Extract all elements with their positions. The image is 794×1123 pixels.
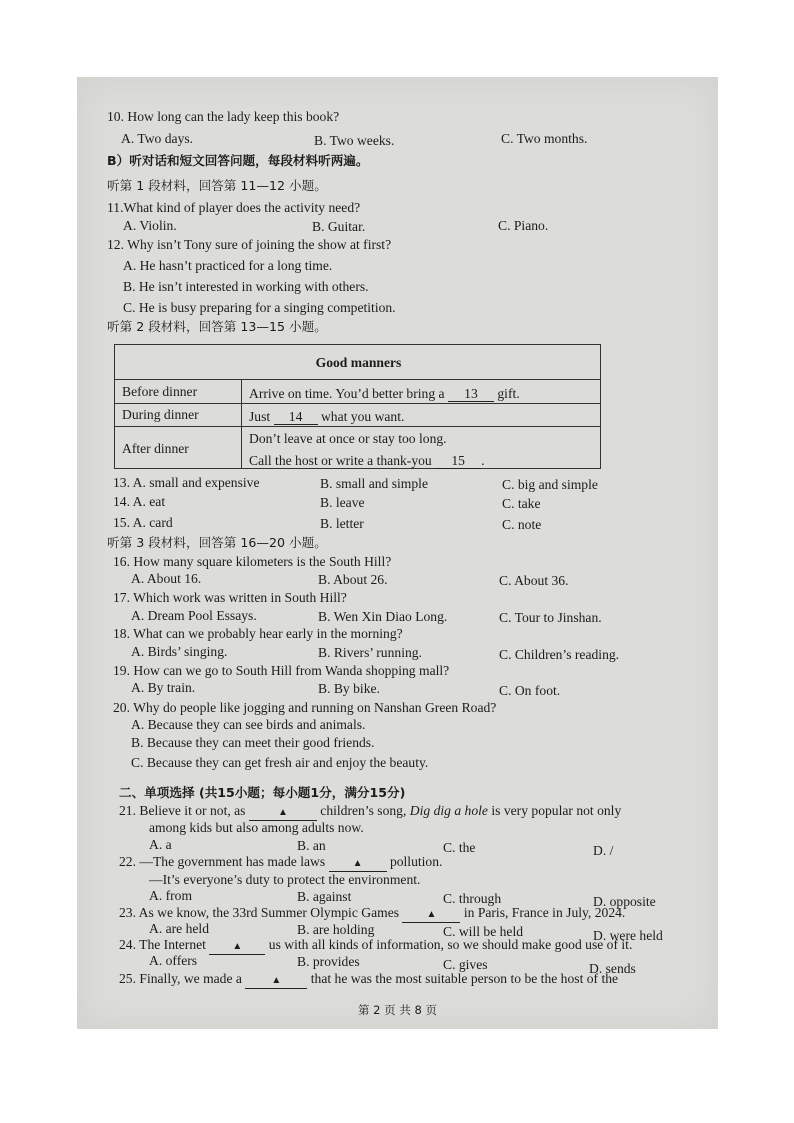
q21-option-b: B. an [297,838,326,853]
table-cell-after-dinner-line2: Call the host or write a thank-you 15 . [249,453,485,468]
q18-option-c: C. Children’s reading. [499,647,620,662]
exam-page [77,77,718,1029]
material-2-instruction: 听第 2 段材料，回答第 13—15 小题。 [107,319,327,334]
table-title: Good manners [315,355,402,370]
q22-option-b: B. against [297,889,352,904]
q15-option-a: 15. A. card [113,515,173,530]
table-label-during-dinner: During dinner [122,407,199,422]
q11-option-a: A. Violin. [123,218,177,233]
q18-option-b: B. Rivers’ running. [318,645,422,660]
good-manners-table [114,344,601,469]
q19-option-b: B. By bike. [318,681,380,696]
q20-stem: 20. Why do people like jogging and running on Nanshan Green Road? [113,700,497,715]
q24-option-c: C. gives [443,957,488,972]
q24-blank: ▲ [209,939,265,955]
q10-stem: 10. How long can the lady keep this book? [107,109,340,124]
q13-option-a: 13. A. small and expensive [113,475,260,490]
q15-option-c: C. note [502,517,542,532]
material-1-instruction: 听第 1 段材料，回答第 11—12 小题。 [107,178,327,193]
q16-option-a: A. About 16. [131,571,202,586]
q10-option-c: C. Two months. [501,131,588,146]
q10-option-b: B. Two weeks. [314,133,395,148]
material-3-instruction: 听第 3 段材料，回答第 16—20 小题。 [107,535,327,550]
q21-blank: ▲ [249,805,317,821]
table-cell-before-dinner: Arrive on time. You’d better bring a 13 gift. [249,386,520,401]
q13-option-b: B. small and simple [320,476,428,491]
q12-stem: 12. Why isn’t Tony sure of joining the show at first? [107,237,392,252]
q16-option-b: B. About 26. [318,572,388,587]
q24-option-a: A. offers [149,953,198,968]
table-cell-during-dinner: Just 14 what you want. [249,409,405,424]
q23-option-c: C. will be held [443,924,524,939]
q23-option-a: A. are held [149,921,210,936]
q18-stem: 18. What can we probably hear early in the morning? [113,626,403,641]
q24-option-d: D. sends [589,961,636,976]
q15-option-b: B. letter [320,516,364,531]
q17-option-b: B. Wen Xin Diao Long. [318,609,448,624]
section-b-heading: B）听对话和短文回答问题，每段材料听两遍。 [107,153,369,168]
q11-option-c: C. Piano. [498,218,549,233]
q24-option-b: B. provides [297,954,360,969]
table-label-after-dinner: After dinner [122,441,189,456]
q11-option-b: B. Guitar. [312,219,366,234]
q22-stem-line2: —It’s everyone’s duty to protect the environment. [149,872,421,887]
q22-option-d: D. opposite [593,894,656,909]
q16-stem: 16. How many square kilometers is the South Hill? [113,554,392,569]
q14-option-a: 14. A. eat [113,494,166,509]
q14-option-c: C. take [502,496,541,511]
q12-option-b: B. He isn’t interested in working with others. [123,279,369,294]
blank-14: 14 [274,409,318,425]
q19-option-a: A. By train. [131,680,196,695]
q11-stem: 11.What kind of player does the activity need? [107,200,361,215]
q12-option-a: A. He hasn’t practiced for a long time. [123,258,333,273]
q19-stem: 19. How can we go to South Hill from Wanda shopping mall? [113,663,450,678]
q24-stem: 24. The Internet ▲ us with all kinds of information, so we should make good use of it. [119,936,632,955]
q21-stem-line2: among kids but also among adults now. [149,820,364,835]
q23-stem: 23. As we know, the 33rd Summer Olympic Games ▲ in Paris, France in July, 2024. [119,904,625,923]
q17-stem: 17. Which work was written in South Hill? [113,590,347,605]
q21-option-d: D. / [593,843,614,858]
q21-option-a: A. a [149,837,172,852]
table-column-divider [241,379,242,468]
q20-option-b: B. Because they can meet their good friends. [131,735,375,750]
q12-option-c: C. He is busy preparing for a singing competition. [123,300,396,315]
q25-stem: 25. Finally, we made a ▲ that he was the most suitable person to be the host of the [119,970,618,989]
q16-option-c: C. About 36. [499,573,569,588]
q17-option-c: C. Tour to Jinshan. [499,610,602,625]
q20-option-a: A. Because they can see birds and animals. [131,717,366,732]
blank-15: 15 [435,453,481,469]
q23-blank: ▲ [402,907,460,923]
page-footer: 第 2 页 共 8 页 [358,1003,437,1017]
q22-stem: 22. —The government has made laws ▲ pollution. [119,853,442,872]
q18-option-a: A. Birds’ singing. [131,644,228,659]
q13-option-c: C. big and simple [502,477,598,492]
q20-option-c: C. Because they can get fresh air and enjoy the beauty. [131,755,429,770]
q25-blank: ▲ [245,973,307,989]
q10-option-a: A. Two days. [121,131,194,146]
q23-option-d: D. were held [593,928,663,943]
q17-option-a: A. Dream Pool Essays. [131,608,257,623]
q22-option-a: A. from [149,888,193,903]
table-cell-after-dinner-line1: Don’t leave at once or stay too long. [249,431,447,446]
q22-blank: ▲ [329,856,387,872]
song-title: Dig dig a hole [409,803,488,818]
q21-option-c: C. the [443,840,476,855]
q23-option-b: B. are holding [297,922,375,937]
q21-stem: 21. Believe it or not, as ▲ children’s song, Dig dig a hole is very popular not only [119,802,621,821]
blank-13: 13 [448,386,494,402]
table-label-before-dinner: Before dinner [122,384,198,399]
part-2-heading: 二、单项选择 (共15小题；每小题1分，满分15分) [119,785,406,800]
q22-option-c: C. through [443,891,502,906]
q19-option-c: C. On foot. [499,683,561,698]
q14-option-b: B. leave [320,495,365,510]
